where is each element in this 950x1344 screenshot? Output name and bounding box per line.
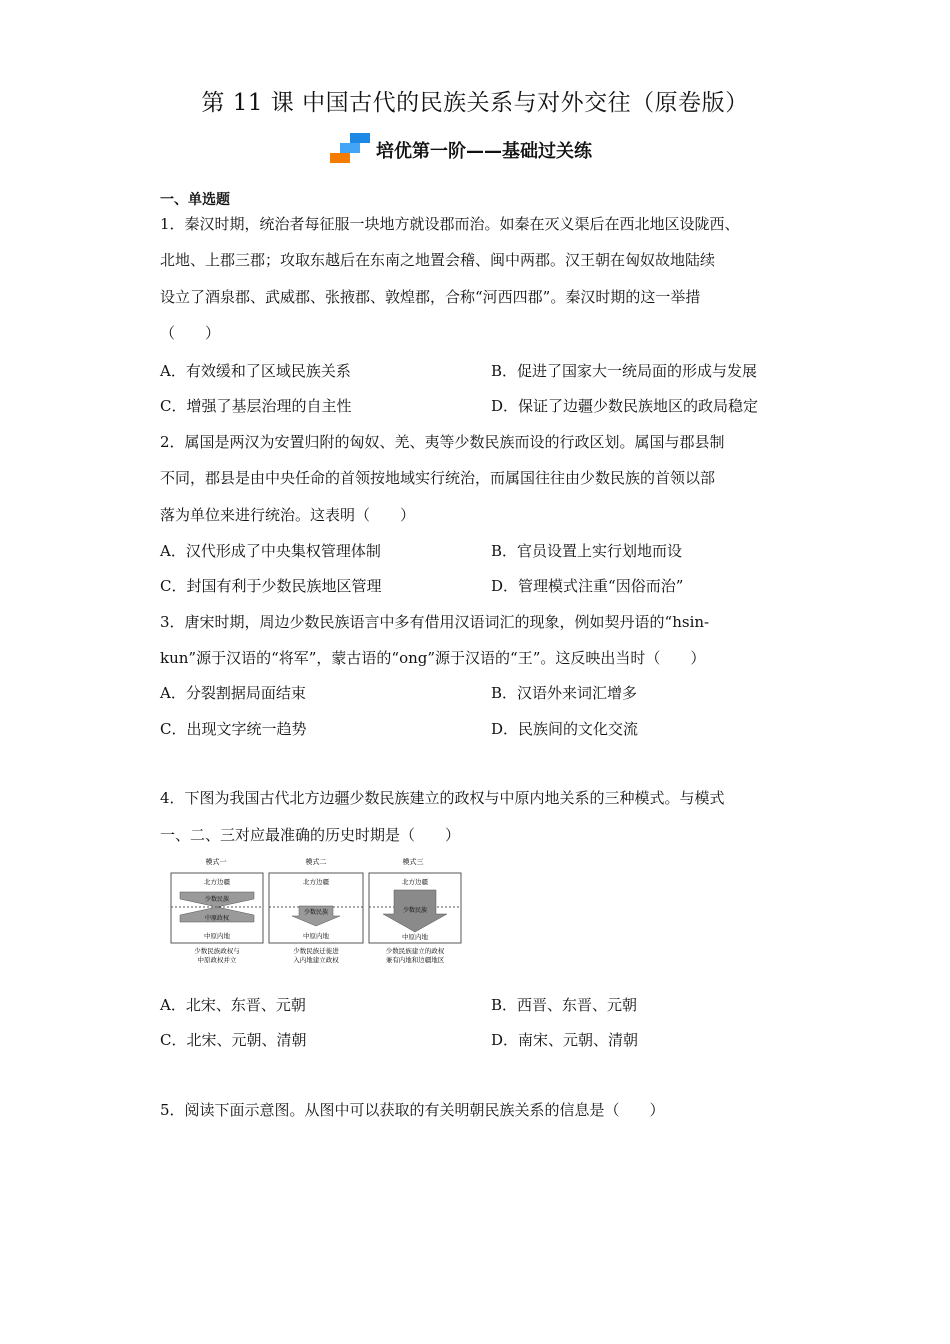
section-heading: 一、单选题	[160, 192, 230, 208]
q3-option-a: A．分裂割据局面结束	[160, 684, 306, 702]
q4-line: 一、二、三对应最准确的历史时期是（ ）	[160, 826, 461, 844]
modes-diagram	[168, 856, 464, 966]
q3-line: kun”源于汉语的“将军”，蒙古语的“ong”源于汉语的“王”。这反映出当时（ ）	[160, 649, 706, 667]
central-regime-label: 中原政权	[204, 915, 230, 922]
q1-line: 1．秦汉时期，统治者每征服一块地方就设郡而治。如秦在灭义渠后在西北地区设陇西、	[160, 215, 740, 233]
mode-2-label: 模式二	[305, 858, 327, 866]
q1-line: （ ）	[160, 324, 221, 342]
q3-option-c: C．出现文字统一趋势	[160, 720, 307, 738]
q3-line: 3．唐宋时期，周边少数民族语言中多有借用汉语词汇的现象，例如契丹语的“hsin-	[160, 613, 710, 631]
mode-3-label: 模式三	[402, 858, 424, 866]
mode-2-caption: 入内地建立政权	[293, 956, 339, 964]
page-title: 第 11 课 中国古代的民族关系与对外交往（原卷版）	[201, 90, 749, 116]
q1-option-c: C．增强了基层治理的自主性	[160, 397, 352, 415]
minority-label: 少数民族	[303, 909, 329, 916]
q2-line: 不同，郡县是由中央任命的首领按地域实行统治，而属国往往由少数民族的首领以部	[160, 469, 716, 487]
q5-line: 5．阅读下面示意图。从图中可以获取的有关明朝民族关系的信息是（ ）	[160, 1101, 665, 1119]
q2-line: 落为单位来进行统治。这表明（ ）	[160, 506, 416, 524]
north-border-label: 北方边疆	[402, 878, 428, 886]
subtitle-text: 培优第一阶——基础过关练	[376, 141, 592, 162]
q1-option-a: A．有效缓和了区域民族关系	[160, 362, 351, 380]
inland-label: 中原内地	[204, 932, 230, 940]
mode-2-caption: 少数民族迁徙进	[293, 947, 339, 955]
q3-option-b: B．汉语外来词汇增多	[491, 684, 638, 702]
q4-option-a: A．北宋、东晋、元朝	[160, 996, 306, 1014]
mode-1-label: 模式一	[205, 858, 227, 866]
mode-3-caption: 兼有内地和边疆地区	[385, 956, 445, 964]
q3-option-d: D．民族间的文化交流	[491, 720, 639, 738]
q2-option-c: C．封国有利于少数民族地区管理	[160, 577, 382, 595]
minority-label: 少数民族	[204, 896, 230, 903]
relationship-modes-figure	[168, 856, 464, 966]
north-border-label: 北方边疆	[303, 878, 329, 886]
q1-option-b: B．促进了国家大一统局面的形成与发展	[491, 362, 758, 380]
q2-option-a: A．汉代形成了中央集权管理体制	[160, 542, 381, 560]
q2-option-b: B．官员设置上实行划地而设	[491, 542, 683, 560]
stairs-logo-icon	[330, 133, 372, 167]
q1-line: 设立了酒泉郡、武威郡、张掖郡、敦煌郡，合称“河西四郡”。秦汉时期的这一举措	[160, 288, 701, 306]
q1-option-d: D．保证了边疆少数民族地区的政局稳定	[491, 397, 759, 415]
q2-option-d: D．管理模式注重“因俗而治”	[491, 577, 684, 595]
subtitle-banner	[330, 132, 592, 168]
inland-label: 中原内地	[402, 933, 428, 941]
mode-1-caption: 中原政权并立	[197, 956, 237, 964]
q1-line: 北地、上郡三郡；攻取东越后在东南之地置会稽、闽中两郡。汉王朝在匈奴故地陆续	[160, 251, 716, 269]
q4-option-d: D．南宋、元朝、清朝	[491, 1031, 639, 1049]
mode-3-caption: 少数民族建立的政权	[385, 947, 445, 955]
q4-option-b: B．西晋、东晋、元朝	[491, 996, 638, 1014]
q4-option-c: C．北宋、元朝、清朝	[160, 1031, 307, 1049]
q2-line: 2．属国是两汉为安置归附的匈奴、羌、夷等少数民族而设的行政区划。属国与郡县制	[160, 433, 725, 451]
inland-label: 中原内地	[303, 932, 329, 940]
north-border-label: 北方边疆	[204, 878, 230, 886]
minority-label: 少数民族	[402, 907, 428, 914]
q4-line: 4．下图为我国古代北方边疆少数民族建立的政权与中原内地关系的三种模式。与模式	[160, 789, 725, 807]
mode-1-caption: 少数民族政权与	[194, 947, 240, 955]
